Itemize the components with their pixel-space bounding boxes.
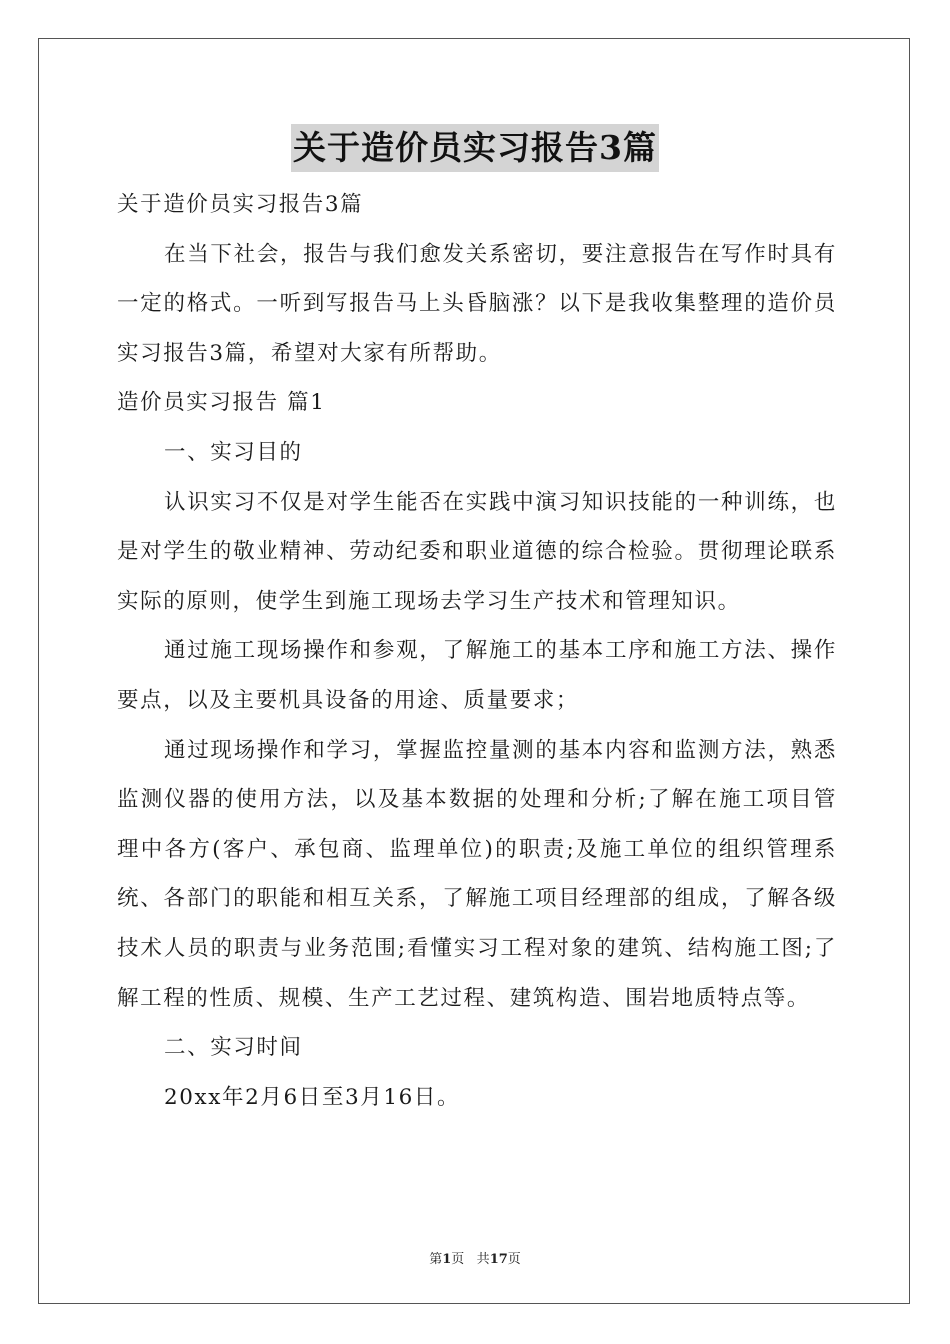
intro-paragraph: 在当下社会，报告与我们愈发关系密切，要注意报告在写作时具有一定的格式。一听到写报告马上头昏脑涨？以下是我收集整理的造价员实习报告3篇，希望对大家有所帮助。 [117, 241, 837, 366]
paragraph-2: 通过施工现场操作和参观，了解施工的基本工序和施工方法、操作要点，以及主要机具设备的用途、质量要求； [117, 638, 837, 713]
section-title: 造价员实习报告 篇1 [117, 390, 326, 416]
paragraph-1: 认识实习不仅是对学生能否在实践中演习知识技能的一种训练，也是对学生的敬业精神、劳动纪委和职业道德的综合检验。贯彻理论联系实际的原则，使学生到施工现场去学习生产技术和管理知识。 [117, 489, 837, 614]
total-suffix: 页 [507, 1252, 521, 1267]
subtitle-line: 关于造价员实习报告3篇 [117, 192, 364, 217]
title-container [0, 124, 950, 172]
document-body [117, 180, 837, 1122]
paragraph-4: 20xx年2月6日至3月16日。 [164, 1084, 461, 1110]
page-number: 1 [442, 1252, 452, 1267]
total-prefix: 共 [476, 1252, 490, 1267]
total-pages: 17 [489, 1252, 508, 1267]
document-title: 关于造价员实习报告3篇 [291, 124, 659, 172]
paragraph-3: 通过现场操作和学习，掌握监控量测的基本内容和监测方法，熟悉监测仪器的使用方法，以及基本数据的处理和分析;了解在施工项目管理中各方(客户、承包商、监理单位)的职责;及施工单位的组织管理系统、各部门的职能和相互关系，了解施工项目经理部的组成，了解各级技术人员的职责与业务范围;看懂实习工程对象的建筑、结构施工图;了解工程的性质、规模、生产工艺过程、建筑构造、围岩地质特点等。 [117, 737, 837, 1011]
page-footer [0, 1248, 950, 1267]
page-suffix: 页 [451, 1252, 465, 1267]
heading-purpose: 一、实习目的 [164, 439, 303, 465]
heading-time: 二、实习时间 [164, 1035, 303, 1061]
page-prefix: 第 [429, 1252, 443, 1267]
